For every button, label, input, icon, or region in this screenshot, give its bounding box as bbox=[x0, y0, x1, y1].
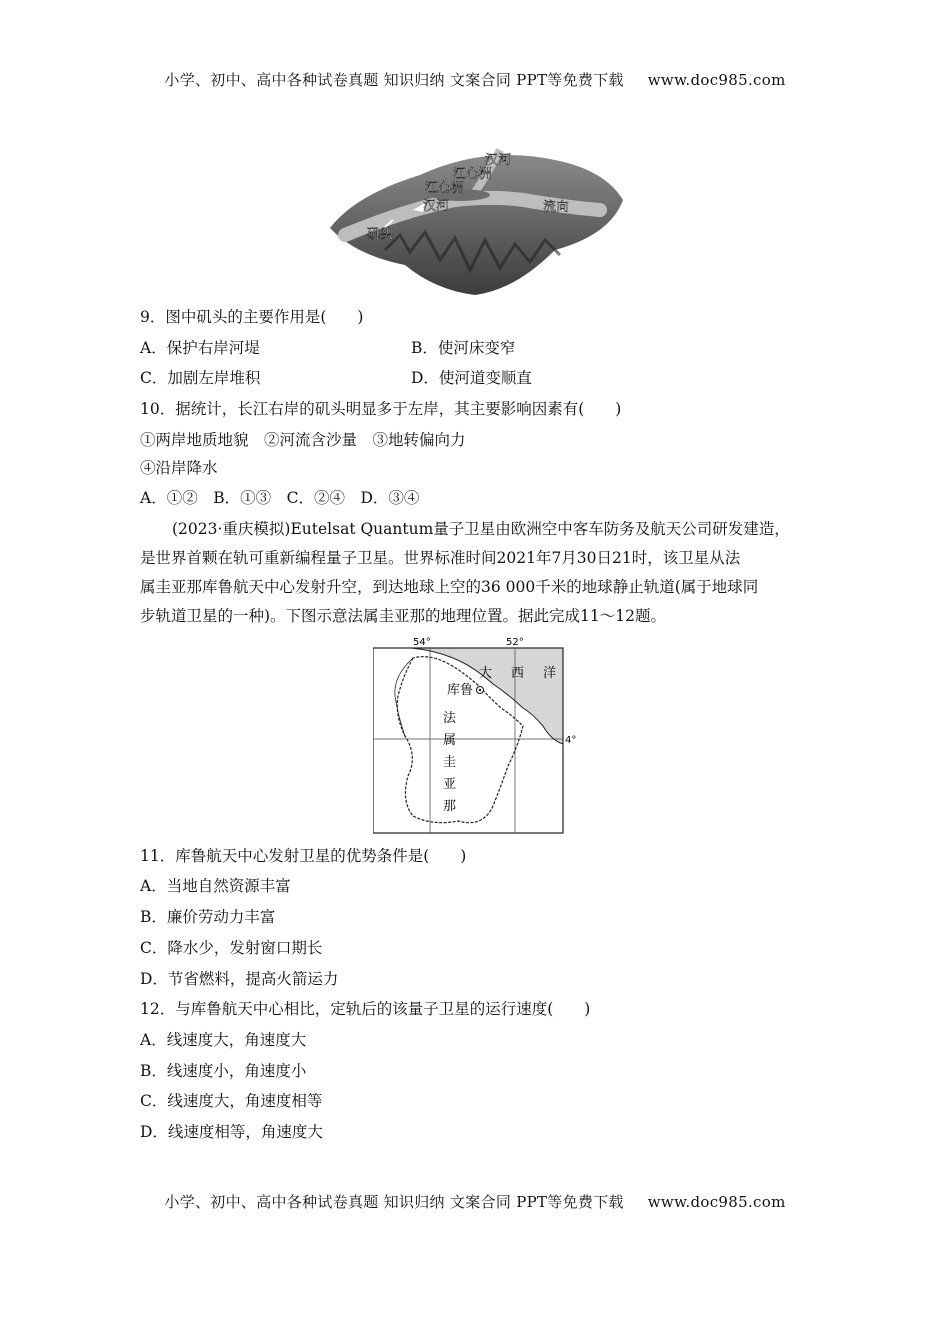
q11-option-d: D．节省燃料，提高火箭运力 bbox=[140, 970, 339, 988]
passage-line3: 属圭亚那库鲁航天中心发射升空，到达地球上空的36 000千米的地球静止轨道(属于地球同 bbox=[140, 578, 759, 596]
page-footer bbox=[0, 1191, 950, 1212]
q12-option-b: B．线速度小，角速度小 bbox=[140, 1062, 307, 1080]
ocean-label-2: 西 bbox=[511, 666, 525, 681]
passage-line1: (2023·重庆模拟)Eutelsat Quantum量子卫星由欧洲空中客车防务及航天公司研发建造， bbox=[172, 520, 790, 538]
passage-line4: 步轨道卫星的一种)。下图示意法属圭亚那的地理位置。据此完成11～12题。 bbox=[140, 607, 666, 625]
q10-items-line1: ①两岸地质地貌 ②河流含沙量 ③地转偏向力 bbox=[140, 431, 466, 449]
q10-options: A．①② B．①③ C．②④ D．③④ bbox=[140, 489, 420, 507]
label-hanhe-bottom: 汉河 bbox=[423, 199, 450, 214]
passage-line2: 是世界首颗在轨可重新编程量子卫星。世界标准时间2021年7月30日21时，该卫星从法 bbox=[140, 549, 741, 567]
label-groyne: 矶头 bbox=[367, 227, 394, 242]
q10-stem: 10．据统计，长江右岸的矶头明显多于左岸，其主要影响因素有( ) bbox=[140, 400, 622, 418]
label-jiangxinzhou-top: 江心洲 bbox=[453, 167, 493, 182]
q9-stem: 9．图中矶头的主要作用是( ) bbox=[140, 308, 364, 326]
lat-4-label: 4° bbox=[565, 735, 577, 746]
label-hanhe-top: 汉河 bbox=[485, 153, 512, 168]
footer-text: 小学、初中、高中各种试卷真题 知识归纳 文案合同 PPT等免费下载 bbox=[164, 1193, 624, 1211]
river-groyne-figure bbox=[325, 140, 625, 298]
q9-option-d: D．使河道变顺直 bbox=[411, 369, 532, 387]
lon-54-label: 54° bbox=[413, 637, 431, 648]
footer-url: www.doc985.com bbox=[647, 1193, 786, 1211]
region-char-3: 圭 bbox=[443, 755, 457, 770]
region-char-1: 法 bbox=[443, 711, 457, 726]
passage bbox=[140, 515, 815, 631]
q9-option-c: C．加剧左岸堆积 bbox=[140, 369, 261, 387]
region-char-5: 那 bbox=[443, 799, 457, 814]
q12-option-a: A．线速度大，角速度大 bbox=[140, 1031, 307, 1049]
lon-52-label: 52° bbox=[506, 637, 524, 648]
q11-option-a: A．当地自然资源丰富 bbox=[140, 877, 291, 895]
header-text: 小学、初中、高中各种试卷真题 知识归纳 文案合同 PPT等免费下载 bbox=[164, 71, 624, 89]
city-label-kourou: 库鲁 bbox=[447, 683, 474, 698]
header-url: www.doc985.com bbox=[647, 71, 786, 89]
q12-stem: 12．与库鲁航天中心相比，定轨后的该量子卫星的运行速度( ) bbox=[140, 1000, 591, 1018]
ocean-label-3: 洋 bbox=[543, 666, 557, 681]
kourou-marker-dot bbox=[479, 689, 481, 691]
q9-option-b: B．使河床变窄 bbox=[411, 339, 516, 357]
q12-option-c: C．线速度大，角速度相等 bbox=[140, 1092, 323, 1110]
q11-option-b: B．廉价劳动力丰富 bbox=[140, 908, 276, 926]
label-jiangxinzhou-bottom: 江心洲 bbox=[425, 181, 465, 196]
region-char-4: 亚 bbox=[443, 777, 457, 792]
q11-option-c: C．降水少，发射窗口期长 bbox=[140, 939, 323, 957]
q12-option-d: D．线速度相等，角速度大 bbox=[140, 1123, 323, 1141]
ocean-area bbox=[411, 648, 563, 744]
french-guiana-map bbox=[373, 636, 585, 836]
q9-option-a: A．保护右岸河堤 bbox=[140, 339, 260, 357]
page-header bbox=[0, 69, 950, 90]
q11-stem: 11．库鲁航天中心发射卫星的优势条件是( ) bbox=[140, 847, 467, 865]
q10-items-line2: ④沿岸降水 bbox=[140, 459, 218, 477]
region-char-2: 属 bbox=[443, 733, 457, 748]
label-flow-direction: 流向 bbox=[543, 200, 570, 215]
ocean-label-1: 大 bbox=[479, 666, 493, 681]
